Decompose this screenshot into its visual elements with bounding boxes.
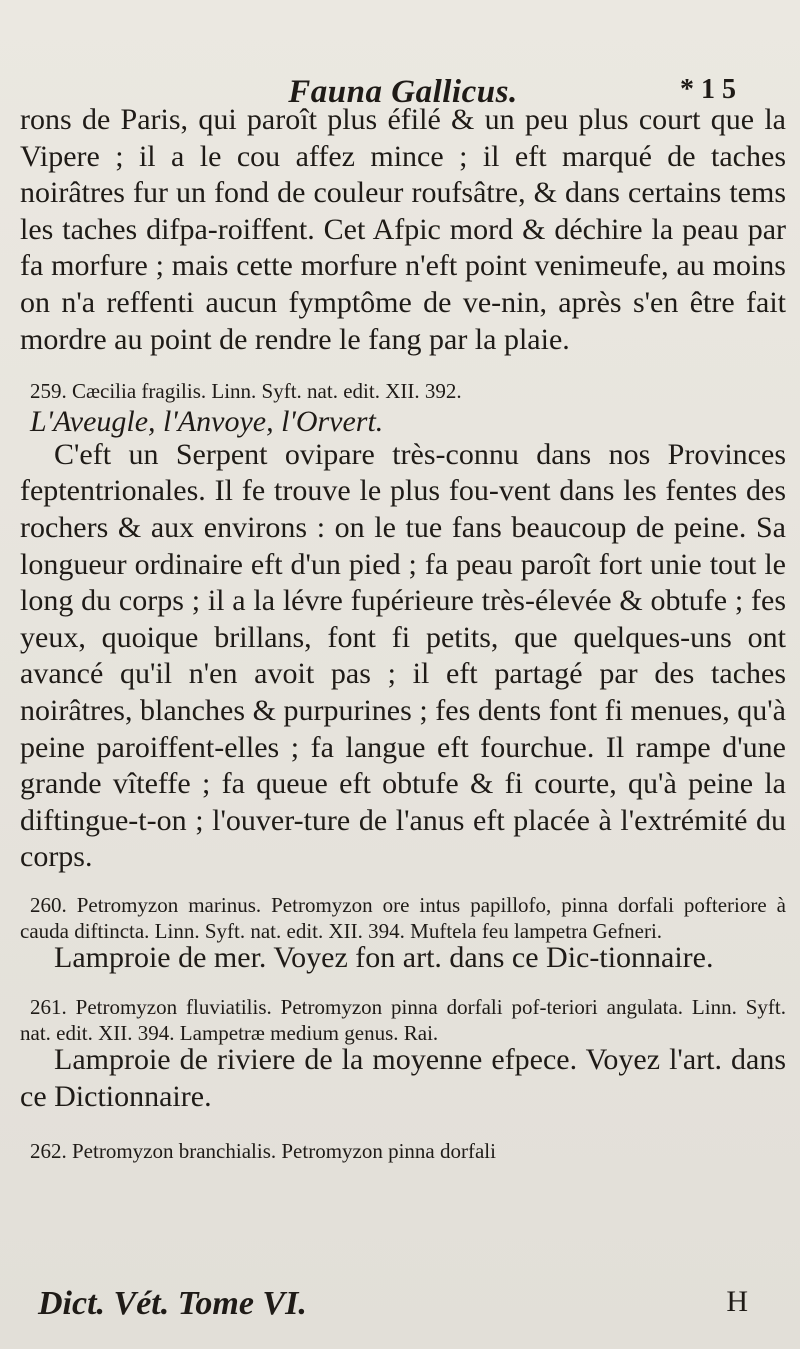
entry-262-latin: 262. Petromyzon branchialis. Petromyzon pinna dorfali: [30, 1138, 496, 1163]
signature-mark: H: [726, 1285, 748, 1318]
page-header: [20, 62, 786, 110]
page-number: * 1 5: [680, 74, 736, 105]
paragraph-orvet: C'eft un Serpent ovipare très-connu dans nos Provinces feptentrionales. Il fe trouve le plus fou-vent dans les fentes des rochers & aux environs : on le tue fans beaucoup de peine. Sa longueur ordinaire eft d'un pied ; fa peau paroît fort unie tout le long du corps ; il a la lévre fupérieure très-élevée & obtufe ; fes yeux, quoique brillans, font fi petits, que quelques-uns ont avancé qu'il n'en avoit pas ; il eft partagé par des taches noirâtres, blanches & purpurines ; fes dents font fi menues, qu'à peine paroiffent-elles ; fa langue eft fourchue. Il rampe d'une grande vîteffe ; fa queue eft obtufe & fi courte, qu'à peine la diftingue-t-on ; l'ouver-ture de l'anus eft placée à l'extrémité du corps.: [20, 437, 786, 874]
paragraph-aspic: rons de Paris, qui paroît plus éfilé & un peu plus court que la Vipere ; il a le cou affez mince ; il eft marqué de taches noirâtres fur un fond de couleur roufsâtre, & dans certains tems les taches difpa-roiffent. Cet Afpic mord & déchire la peau par fa morfure ; mais cette morfure n'eft point venimeufe, au moins on n'a reffenti aucun fymptôme de ve-nin, après s'en être fait mordre au point de rendre le fang par la plaie.: [20, 103, 786, 356]
entry-261-latin: 261. Petromyzon fluviatilis. Petromyzon pinna dorfali pof-teriori angulata. Linn. Syft. nat. edit. XII. 394. Lampetræ medium genus. Rai.: [20, 995, 786, 1046]
entry-260-latin: 260. Petromyzon marinus. Petromyzon ore intus papillofo, pinna dorfali pofteriore à cauda diftincta. Linn. Syft. nat. edit. XII. 394. Muftela feu lampetra Gefneri.: [20, 892, 786, 943]
entry-261-common-name: Lamproie de riviere de la moyenne efpece. Voyez l'art. dans ce Dictionnaire.: [20, 1043, 786, 1114]
page-footer: [38, 1285, 748, 1323]
running-title: Fauna Gallicus.: [288, 74, 518, 110]
entry-259-latin: 259. Cæcilia fragilis. Linn. Syft. nat. edit. XII. 392.: [30, 379, 462, 404]
footer-volume: Dict. Vét. Tome VI.: [38, 1285, 307, 1322]
entry-259-common-name: L'Aveugle, l'Anvoye, l'Orvert.: [30, 405, 384, 439]
entry-260-common-name: Lamproie de mer. Voyez fon art. dans ce Dic-tionnaire.: [54, 940, 714, 974]
